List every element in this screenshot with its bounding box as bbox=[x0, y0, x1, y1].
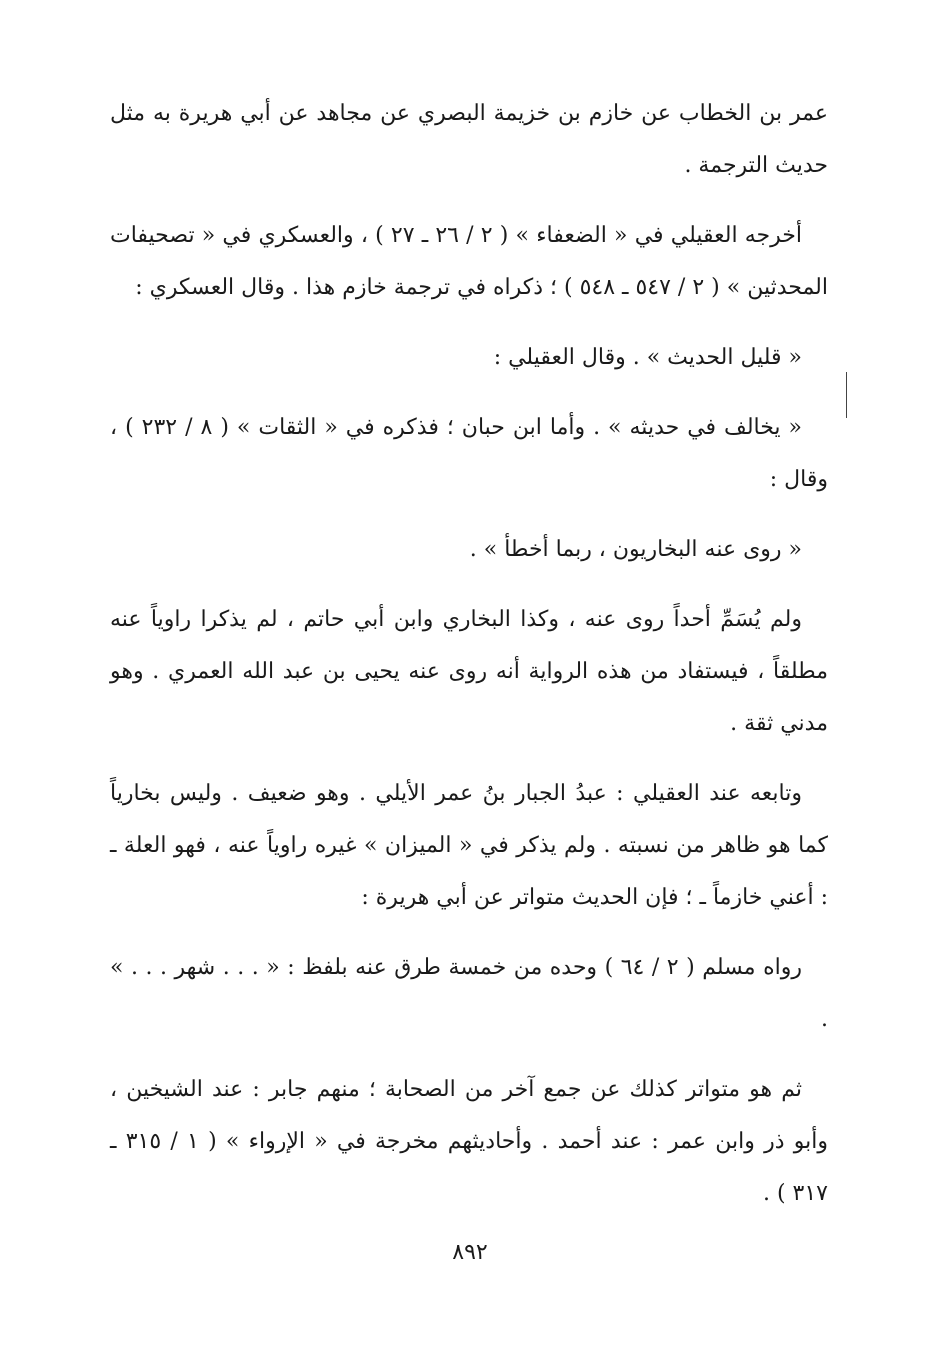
paragraph-4: « يخالف في حديثه » . وأما ابن حبان ؛ فذكره في « الثقات » ( ٨ / ٢٣٢ ) ، وقال : bbox=[110, 415, 828, 492]
paragraph-6: ولم يُسَمِّ أحداً روى عنه ، وكذا البخاري وابن أبي حاتم ، لم يذكرا راوياً عنه مطلقاً ، فيستفاد من هذه الرواية أنه روى عنه يحيى بن عبد الله العمري . وهو مدني ثقة . bbox=[110, 607, 828, 736]
margin-line bbox=[846, 372, 847, 418]
paragraph-3: « قليل الحديث » . وقال العقيلي : bbox=[493, 345, 802, 370]
paragraph-5: « روى عنه البخاريون ، ربما أخطأ » . bbox=[469, 537, 802, 562]
paragraph-1: عمر بن الخطاب عن خازم بن خزيمة البصري عن مجاهد عن أبي هريرة به مثل حديث الترجمة . bbox=[110, 101, 828, 178]
body-text bbox=[110, 88, 828, 1238]
paragraph-7: وتابعه عند العقيلي : عبدُ الجبار بنُ عمر الأيلي . وهو ضعيف . وليس بخارياً كما هو ظاهر من نسبته . ولم يذكر في « الميزان » غيره راوياً عنه ، فهو العلة ـ : أعني خازماً ـ ؛ فإن الحديث متواتر عن أبي هريرة : bbox=[110, 781, 828, 910]
paragraph-2: أخرجه العقيلي في « الضعفاء » ( ٢ / ٢٦ ـ ٢٧ ) ، والعسكري في « تصحيفات المحدثين » ( ٢ / ٥٤٧ ـ ٥٤٨ ) ؛ ذكراه في ترجمة خازم هذا . وقال العسكري : bbox=[110, 223, 828, 300]
paragraph-9: ثم هو متواتر كذلك عن جمع آخر من الصحابة ؛ منهم جابر : عند الشيخين ، وأبو ذر وابن عمر : عند أحمد . وأحاديثهم مخرجة في « الإرواء » ( ١ / ٣١٥ ـ ٣١٧ ) . bbox=[110, 1077, 828, 1206]
page-number: ٨٩٢ bbox=[452, 1240, 488, 1265]
paragraph-8: رواه مسلم ( ٢ / ٦٤ ) وحده من خمسة طرق عنه بلفظ : « . . . شهر . . . » . bbox=[110, 955, 828, 1032]
